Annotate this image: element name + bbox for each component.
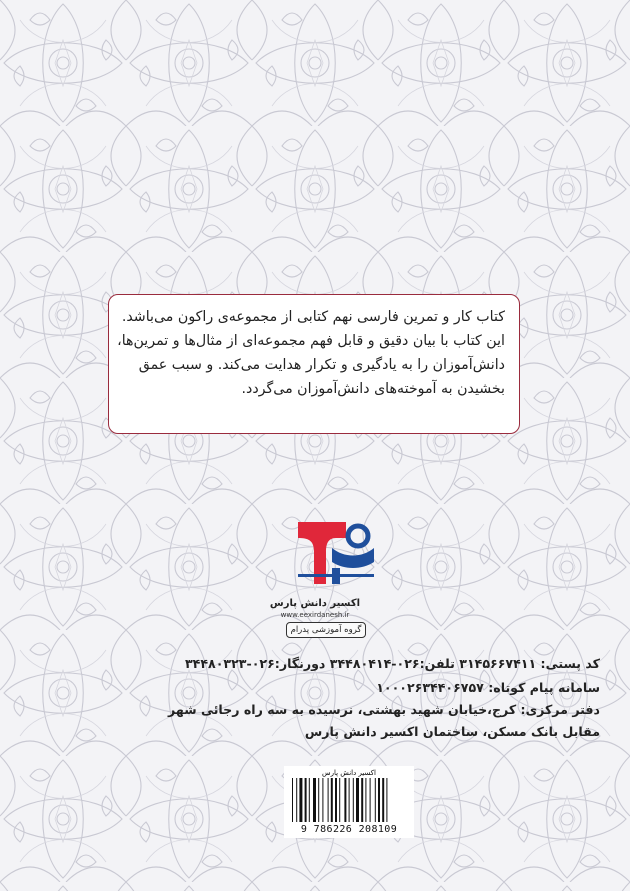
contact-line-sms: سامانه پیام کوتاه: ۱۰۰۰۲۶۳۴۴۰۶۷۵۷ [376,680,600,695]
isbn-barcode [284,766,414,838]
description-line-2: این کتاب با بیان دقیق و قابل فهم مجموعه‌ای از مثال‌ها و تمرین‌ها، [117,333,505,349]
description-line-3: دانش‌آموزان را به یادگیری و تکرار هدایت می‌کند. و سبب عمق [138,357,505,373]
barcode-label: اکسیر دانش پارس [322,769,376,777]
contact-line-address-1: دفتر مرکزی: کرج،خیابان شهید بهشتی، نرسیده به سه راه رجائی شهر [168,702,600,717]
description-line-4: بخشیدن به آموخته‌های دانش‌آموزان می‌گردد. [241,381,505,397]
publisher-group-badge: گروه آموزشی پدرام [286,622,366,638]
description-line-1: کتاب کار و تمرین فارسی نهم کتابی از مجموعه‌ی راکون می‌باشد. [121,309,505,325]
publisher-name: اکسیر دانش پارس [269,598,361,609]
publisher-logo-icon [292,518,380,588]
description-box [108,294,520,434]
publisher-website: www.eexirdanesh.ir [280,611,350,619]
contact-line-address-2: مقابل بانک مسکن، ساختمان اکسیر دانش پارس [304,724,600,739]
isbn-number: 9 786226 208109 [300,824,398,835]
barcode-bars-icon [284,766,414,824]
contact-line-postal-phone: کد پستی: ۳۱۴۵۶۶۷۴۱۱ تلفن:۰۲۶-۳۴۴۸۰۴۱۴ دورنگار:۰۲۶-۳۴۴۸۰۳۲۳ [184,656,600,671]
